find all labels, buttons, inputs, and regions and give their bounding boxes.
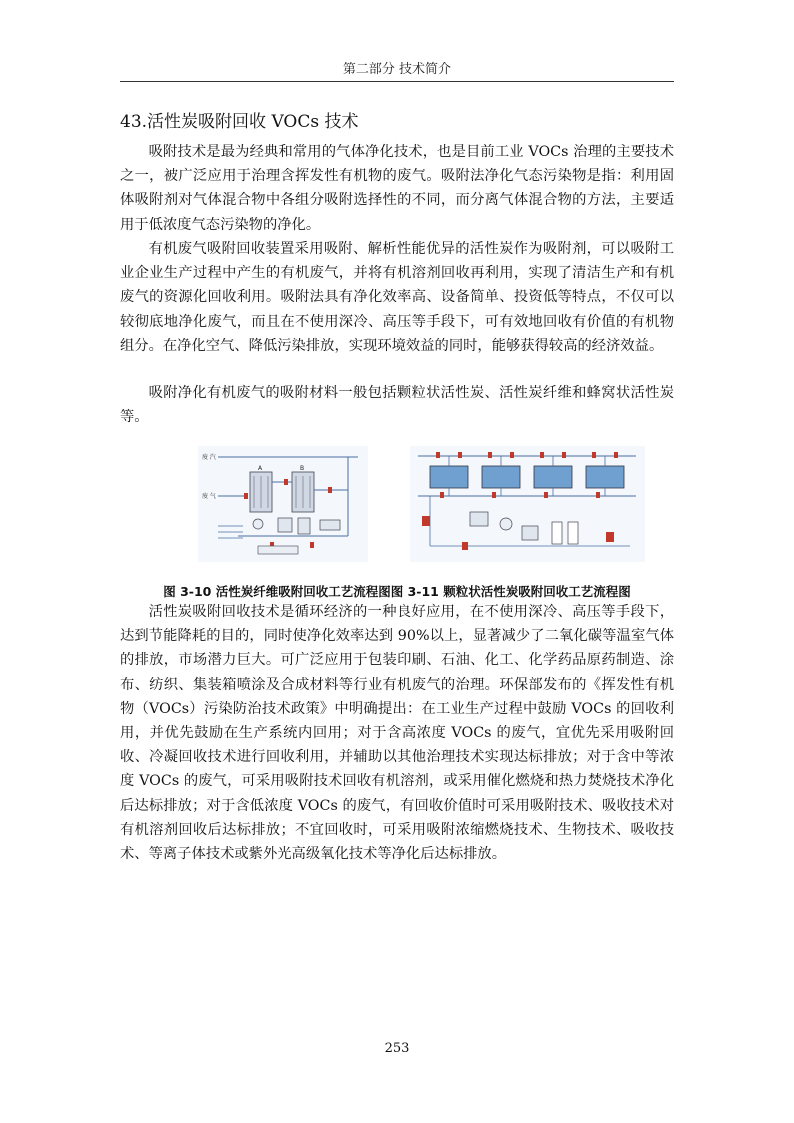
section-title: 43.活性炭吸附回收 VOCs 技术 [120, 112, 359, 132]
figure-left-label-gas: 废 气 [202, 493, 216, 500]
granular-carbon-process-diagram [410, 446, 645, 562]
header-rule [120, 81, 674, 82]
page-number: 253 [384, 1041, 410, 1056]
carbon-fiber-process-diagram [198, 446, 368, 562]
paragraph-3: 吸附净化有机废气的吸附材料一般包括颗粒状活性炭、活性炭纤维和蜂窝状活性炭等。 [120, 385, 674, 426]
figure-left-label-b: B [300, 465, 305, 472]
figure-caption: 图 3-10 活性炭纤维吸附回收工艺流程图图 3-11 颗粒状活性炭吸附回收工艺流程图 [163, 584, 631, 599]
figures-row [120, 446, 674, 564]
figure-left-label-steam: 废 汽 [202, 454, 216, 461]
figure-left-label-a: A [258, 465, 263, 472]
running-header: 第二部分 技术简介 [342, 62, 452, 77]
paragraph-4: 活性炭吸附回收技术是循环经济的一种良好应用，在不使用深冷、高压等手段下，达到节能降耗的目的，同时使净化效率达到 90%以上，显著减少了二氧化碳等温室气体的排放，市场潜力巨大。可广泛应用于包装印刷、石油、化工、化学药品原药制造、涂布、纺织、集装箱喷涂及合成材料等行业有机废气的治理。环保部发布的《挥发性有机物（VOCs）污染防治技术政策》中明确提出：在工业生产过程中鼓励 VOCs 的回收利用，并优先鼓励在生产系统内回用；对于含高浓度 VOCs 的废气，宜优先采用吸附回收、冷凝回收技术进行回收利用，并辅助以其他治理技术实现达标排放；对于含中等浓度 VOCs 的废气，可采用吸附技术回收有机溶剂，或采用催化燃烧和热力焚烧技术净化后达标排放；对于含低浓度 VOCs 的废气，有回收价值时可采用吸附技术、吸收技术对有机溶剂回收后达标排放；不宜回收时，可采用吸附浓缩燃烧技术、生物技术、吸收技术、等离子体技术或紫外光高级氧化技术等净化后达标排放。 [120, 604, 674, 863]
paragraph-1: 吸附技术是最为经典和常用的气体净化技术，也是目前工业 VOCs 治理的主要技术之一，被广泛应用于治理含挥发性有机物的废气。吸附法净化气态污染物是指：利用固体吸附剂对气体混合物中各组分吸附选择性的不同，而分离气体混合物的方法，主要适用于低浓度气态污染物的净化。 [120, 144, 674, 233]
paragraph-2: 有机废气吸附回收装置采用吸附、解析性能优异的活性炭作为吸附剂，可以吸附工业企业生产过程中产生的有机废气，并将有机溶剂回收再利用，实现了清洁生产和有机废气的资源化回收利用。吸附法具有净化效率高、设备简单、投资低等特点，不仅可以较彻底地净化废气，而且在不使用深冷、高压等手段下，可有效地回收有价值的有机物组分。在净化空气、降低污染排放，实现环境效益的同时，能够获得较高的经济效益。 [120, 241, 674, 354]
